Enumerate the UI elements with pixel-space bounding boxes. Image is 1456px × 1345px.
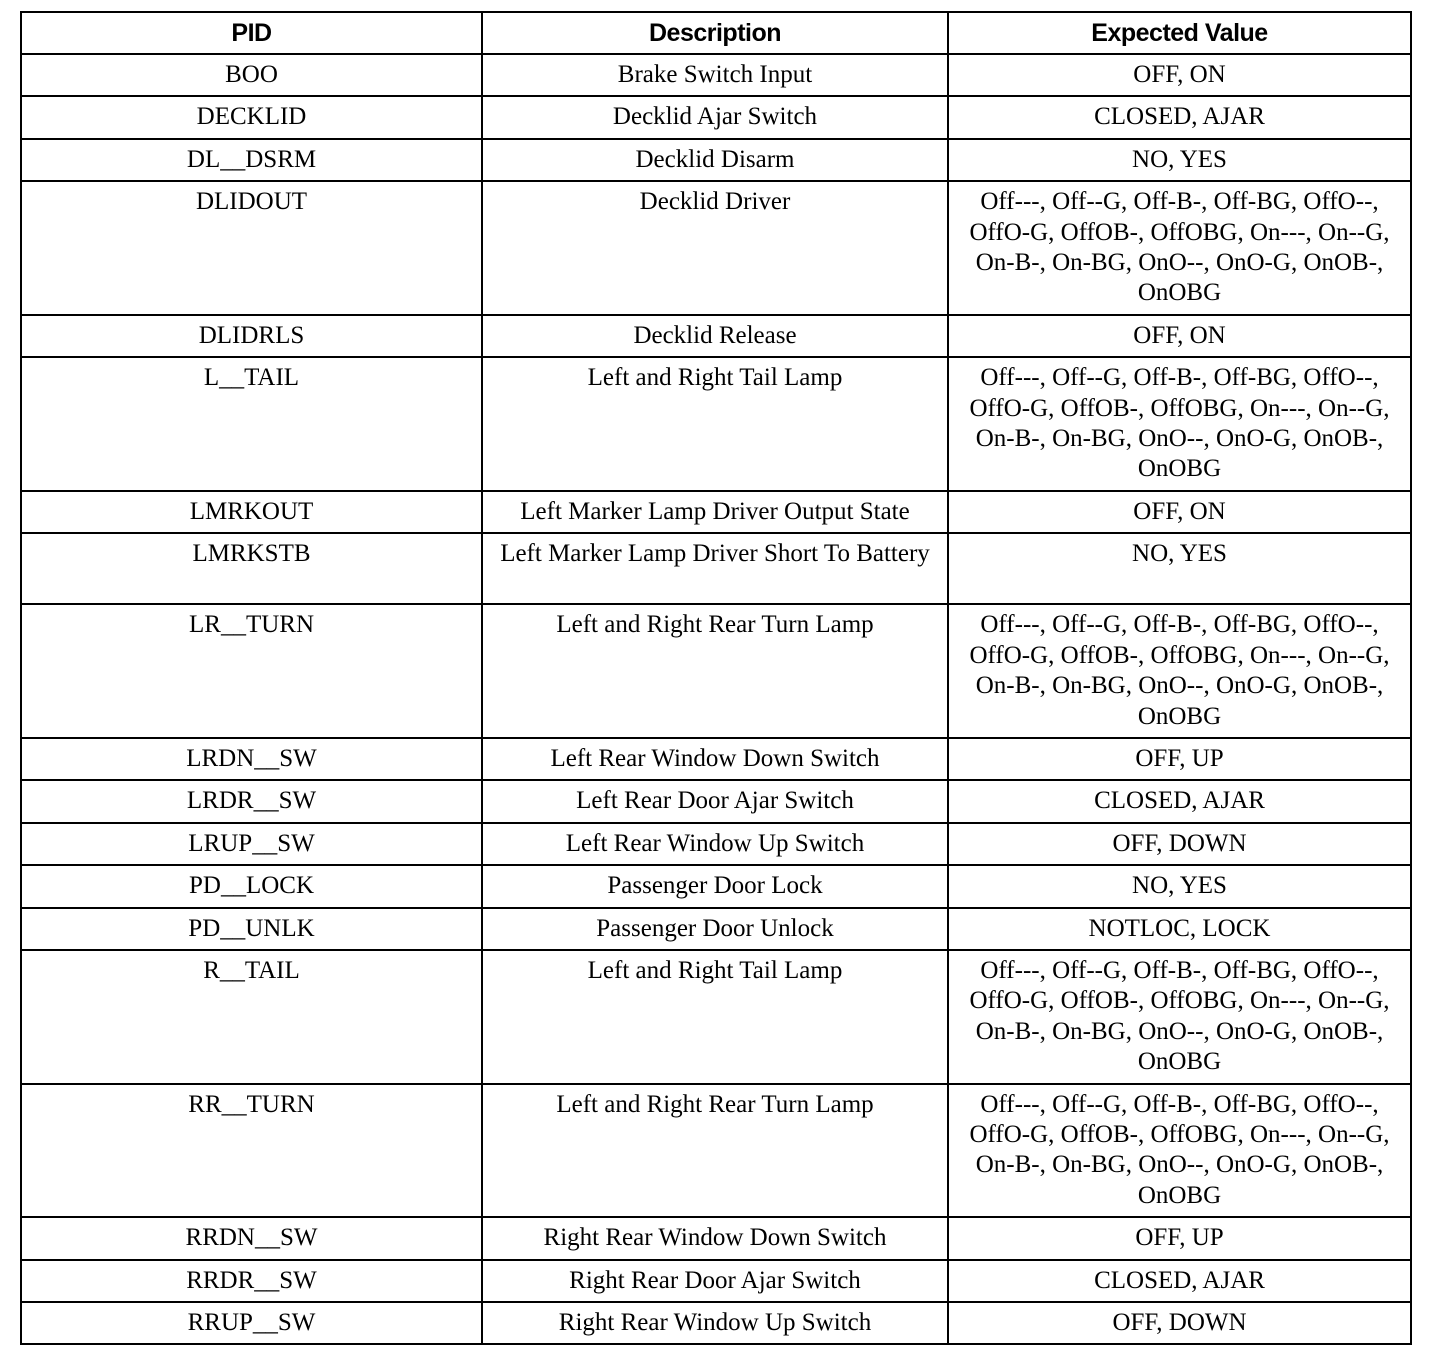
table-row <box>21 1302 1411 1344</box>
description-cell: Decklid Disarm <box>482 139 948 181</box>
description-cell: Left and Right Tail Lamp <box>482 950 948 1084</box>
expected-value-cell: CLOSED, AJAR <box>948 1260 1411 1302</box>
expected-value-cell: OFF, DOWN <box>948 823 1411 865</box>
pid-cell: RRDN__SW <box>21 1217 482 1259</box>
table-row <box>21 604 1411 738</box>
pid-cell: LRDN__SW <box>21 738 482 780</box>
table-row <box>21 533 1411 604</box>
pid-cell: DLIDRLS <box>21 315 482 357</box>
expected-value-cell: Off---, Off--G, Off-B-, Off-BG, OffO--, OffO-G, OffOB-, OffOBG, On---, On--G, On-B-, On-BG, OnO--, OnO-G, OnOB-, OnOBG <box>948 604 1411 738</box>
table-row <box>21 908 1411 950</box>
description-cell: Left Rear Door Ajar Switch <box>482 780 948 822</box>
table-row <box>21 357 1411 491</box>
description-cell: Left and Right Rear Turn Lamp <box>482 604 948 738</box>
table-row <box>21 54 1411 96</box>
description-cell: Brake Switch Input <box>482 54 948 96</box>
table-row <box>21 865 1411 907</box>
description-cell: Passenger Door Unlock <box>482 908 948 950</box>
description-cell: Left Marker Lamp Driver Output State <box>482 491 948 533</box>
table-row <box>21 738 1411 780</box>
table-row <box>21 823 1411 865</box>
column-header-pid: PID <box>21 12 482 54</box>
expected-value-cell: OFF, UP <box>948 738 1411 780</box>
expected-value-cell: OFF, ON <box>948 315 1411 357</box>
pid-cell: PD__UNLK <box>21 908 482 950</box>
pid-cell: L__TAIL <box>21 357 482 491</box>
description-cell: Left and Right Tail Lamp <box>482 357 948 491</box>
pid-cell: DLIDOUT <box>21 181 482 315</box>
expected-value-cell: NO, YES <box>948 865 1411 907</box>
description-cell: Left Marker Lamp Driver Short To Battery <box>482 533 948 604</box>
description-cell: Right Rear Window Down Switch <box>482 1217 948 1259</box>
expected-value-cell: Off---, Off--G, Off-B-, Off-BG, OffO--, OffO-G, OffOB-, OffOBG, On---, On--G, On-B-, On-BG, OnO--, OnO-G, OnOB-, OnOBG <box>948 950 1411 1084</box>
pid-cell: DECKLID <box>21 96 482 138</box>
description-cell: Left Rear Window Down Switch <box>482 738 948 780</box>
pid-cell: LMRKSTB <box>21 533 482 604</box>
pid-cell: LMRKOUT <box>21 491 482 533</box>
expected-value-cell: OFF, DOWN <box>948 1302 1411 1344</box>
description-cell: Decklid Driver <box>482 181 948 315</box>
expected-value-cell: CLOSED, AJAR <box>948 96 1411 138</box>
column-header-expected-value: Expected Value <box>948 12 1411 54</box>
pid-cell: RRUP__SW <box>21 1302 482 1344</box>
pid-cell: RRDR__SW <box>21 1260 482 1302</box>
expected-value-cell: Off---, Off--G, Off-B-, Off-BG, OffO--, OffO-G, OffOB-, OffOBG, On---, On--G, On-B-, On-BG, OnO--, OnO-G, OnOB-, OnOBG <box>948 1084 1411 1218</box>
table-row <box>21 491 1411 533</box>
description-cell: Decklid Ajar Switch <box>482 96 948 138</box>
header-row <box>21 12 1411 54</box>
pid-cell: LR__TURN <box>21 604 482 738</box>
expected-value-cell: NOTLOC, LOCK <box>948 908 1411 950</box>
table-row <box>21 780 1411 822</box>
pid-cell: LRUP__SW <box>21 823 482 865</box>
table-row <box>21 181 1411 315</box>
description-cell: Right Rear Window Up Switch <box>482 1302 948 1344</box>
expected-value-cell: OFF, ON <box>948 491 1411 533</box>
pid-table <box>20 11 1412 1345</box>
table-row <box>21 139 1411 181</box>
pid-cell: RR__TURN <box>21 1084 482 1218</box>
expected-value-cell: OFF, ON <box>948 54 1411 96</box>
description-cell: Left and Right Rear Turn Lamp <box>482 1084 948 1218</box>
pid-cell: DL__DSRM <box>21 139 482 181</box>
description-cell: Left Rear Window Up Switch <box>482 823 948 865</box>
table-row <box>21 315 1411 357</box>
description-cell: Right Rear Door Ajar Switch <box>482 1260 948 1302</box>
expected-value-cell: NO, YES <box>948 533 1411 604</box>
description-cell: Decklid Release <box>482 315 948 357</box>
description-cell: Passenger Door Lock <box>482 865 948 907</box>
table-row <box>21 1217 1411 1259</box>
expected-value-cell: CLOSED, AJAR <box>948 780 1411 822</box>
pid-cell: PD__LOCK <box>21 865 482 907</box>
pid-cell: BOO <box>21 54 482 96</box>
table-row <box>21 1260 1411 1302</box>
expected-value-cell: Off---, Off--G, Off-B-, Off-BG, OffO--, OffO-G, OffOB-, OffOBG, On---, On--G, On-B-, On-BG, OnO--, OnO-G, OnOB-, OnOBG <box>948 357 1411 491</box>
expected-value-cell: NO, YES <box>948 139 1411 181</box>
table-row <box>21 96 1411 138</box>
pid-cell: LRDR__SW <box>21 780 482 822</box>
expected-value-cell: Off---, Off--G, Off-B-, Off-BG, OffO--, OffO-G, OffOB-, OffOBG, On---, On--G, On-B-, On-BG, OnO--, OnO-G, OnOB-, OnOBG <box>948 181 1411 315</box>
column-header-description: Description <box>482 12 948 54</box>
expected-value-cell: OFF, UP <box>948 1217 1411 1259</box>
table-row <box>21 950 1411 1084</box>
table-row <box>21 1084 1411 1218</box>
pid-cell: R__TAIL <box>21 950 482 1084</box>
